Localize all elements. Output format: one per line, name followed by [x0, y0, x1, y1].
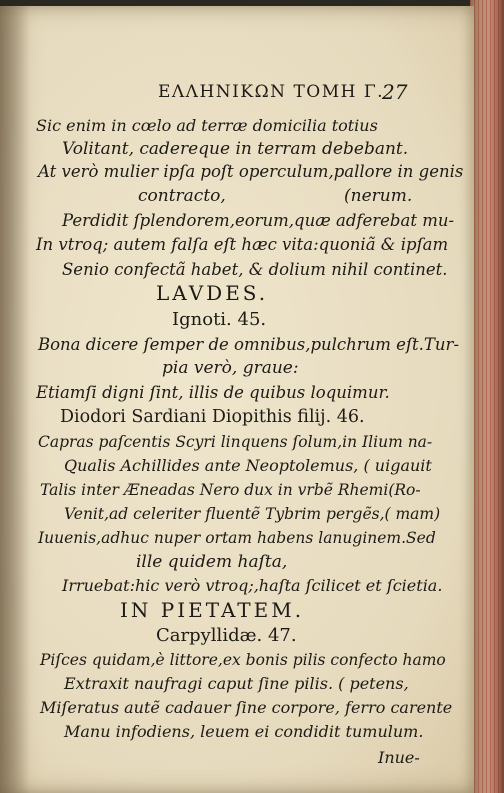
text-line: Volitant, cadereque in terram debebant. [62, 139, 409, 159]
section-heading: IN PIETATEM. [120, 598, 305, 622]
text-line: (nerum. [344, 186, 413, 206]
text-line: Talis inter Æneadas Nero dux in vrbẽ Rhemi(Ro- [40, 481, 421, 499]
book-page [0, 6, 474, 793]
running-title: ΕΛΛΗΝΙΚΩΝ ΤΟΜΗ Γ. [158, 82, 385, 102]
text-line: Manu infodiens, leuem ei condidit tumulum. [64, 722, 424, 741]
book-page-edges [470, 0, 504, 793]
text-line: Piſces quidam,è littore,ex bonis pilis confecto hamo [40, 651, 446, 669]
text-line: ille quidem haſta, [136, 552, 288, 572]
text-line: Perdidit ſplendorem,eorum,quæ adferebat mu- [62, 211, 455, 230]
text-line: Etiamſi digni ſint, illis de quibus loquimur. [36, 383, 390, 402]
text-line: In vtroq; autem falſa eſt hæc vita:quoniã & ipſam [36, 235, 449, 254]
text-line: Sic enim in cœlo ad terræ domicilia totius [36, 116, 378, 135]
text-line: Miſeratus autẽ cadauer ſine corpore, ferro carente [40, 698, 453, 717]
epigram-heading: Carpyllidæ. 47. [156, 625, 297, 646]
text-line: Irruebat:hic verò vtroq;,haſta ſcilicet et ſcietia. [62, 576, 443, 595]
text-line: contracto, [138, 186, 226, 206]
text-line: Capras paſcentis Scyri linquens ſolum,in Ilium na- [38, 433, 433, 451]
text-line: Qualis Achillides ante Neoptolemus, ( uigauit [64, 456, 432, 475]
text-line: At verò mulier ipſa poſt operculum,pallore in genis [38, 162, 464, 181]
epigram-heading: Diodori Sardiani Diopithis filij. 46. [60, 407, 365, 427]
catchword: Inue- [378, 748, 420, 767]
epigram-heading: Ignoti. 45. [172, 309, 267, 330]
section-heading: LAVDES. [156, 281, 269, 305]
page-gutter-shadow [0, 6, 30, 793]
page-number: 27 [382, 80, 408, 104]
text-line: Iuuenis,adhuc nuper ortam habens lanuginem.Sed [38, 529, 436, 547]
text-line: Extraxit naufragi caput ſine pilis. ( petens, [64, 674, 409, 693]
text-line: pia verò, graue: [162, 358, 299, 378]
text-line: Bona dicere ſemper de omnibus,pulchrum eſt.Tur- [38, 335, 460, 354]
text-line: Venit,ad celeriter fluentẽ Tybrim pergẽs,( mam) [64, 505, 441, 523]
text-line: Senio confectã habet, & dolium nihil continet. [62, 260, 448, 279]
running-header [0, 82, 474, 108]
